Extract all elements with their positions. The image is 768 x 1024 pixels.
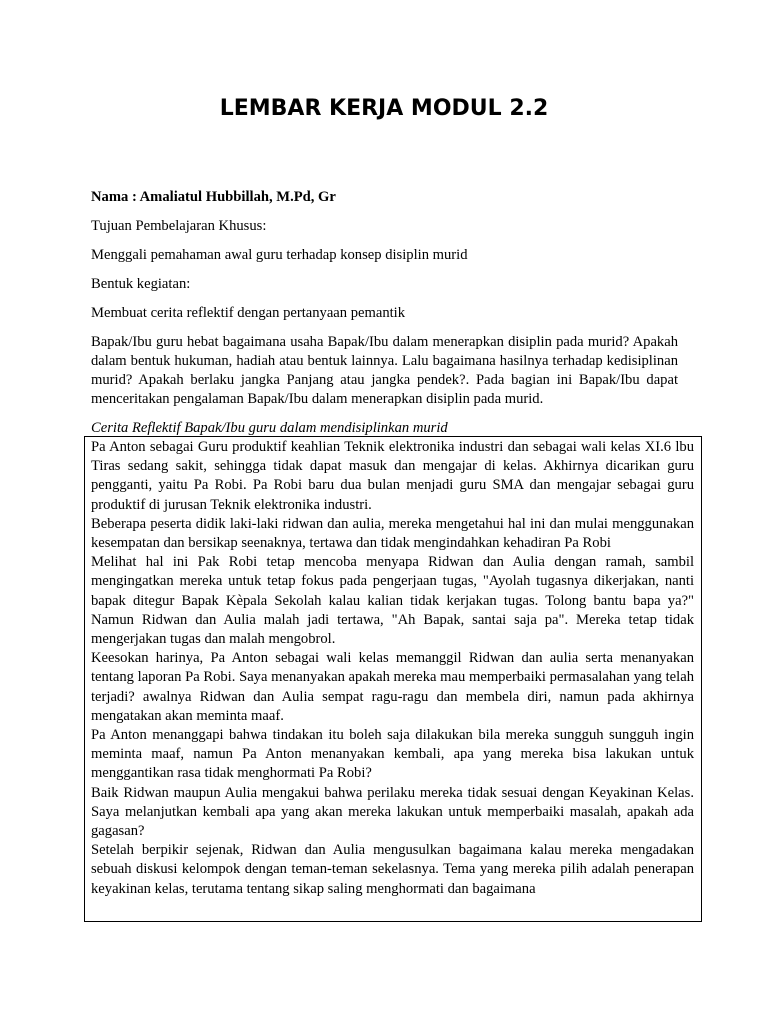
story-paragraph-6: Baik Ridwan maupun Aulia mengakui bahwa perilaku mereka tidak sesuai dengan Keyakinan Kelas. Saya melanjutkan kembali apa yang akan mereka lakukan untuk memperbaiki masalah, apakah ada gagasan? (91, 784, 694, 840)
story-paragraph-5: Pa Anton menanggapi bahwa tindakan itu boleh saja dilakukan bila mereka sungguh sungguh ingin meminta maaf, namun Pa Anton menanyakan kembali, apa yang mereka bisa lakukan untuk menggantikan rasa tidak menghormati Pa Robi? (91, 727, 694, 782)
story-paragraph-1: Pa Anton sebagai Guru produktif keahlian Teknik elektronika industri dan sebagai wali kelas XI.6 lbu Tiras sedang sakit, sehingga tidak dapat masuk dan mengajar di kelas. Akhirnya dicarikan guru pengganti, yaitu Pa Robi. Pa Robi baru dua bulan menjadi guru SMA dan mengajar sebagai guru produktif di jurusan Teknik elektronika industri. (91, 439, 694, 513)
story-paragraph-2: Beberapa peserta didik laki-laki ridwan dan aulia, mereka mengetahui hal ini dan mulai menggunakan kesempatan dan bersikap seenaknya, tertawa dan tidak mengindahkan kehadiran Pa Robi (91, 515, 694, 552)
activity-label: Bentuk kegiatan: (91, 276, 191, 292)
story-paragraph-7: Setelah berpikir sejenak, Ridwan dan Aulia mengusulkan bagaimana kalau mereka mengadakan sebuah diskusi kelompok dengan teman-teman sekelasnya. Tema yang mereka pilih adalah penerapan keyakinan kelas, terutama tentang sikap saling menghormati dan bagaimana (91, 842, 694, 897)
document-title: LEMBAR KERJA MODUL 2.2 (219, 96, 549, 121)
name-line: Nama : Amaliatul Hubbillah, M.Pd, Gr (91, 189, 336, 205)
story-paragraph-3: Melihat hal ini Pak Robi tetap mencoba menyapa Ridwan dan Aulia dengan ramah, sambil mengingatkan mereka untuk tetap fokus pada pengerjaan tugas, "Ayolah tugasnya dikerjakan, nanti bapak ditegur Bapak Kèpala Sekolah kalau kalian tidak kerjakan tugas. Tolong bantu bapa ya?" Namun Ridwan dan Aulia malah jadi tertawa, "Ah Bapak, santai saja pa". Mereka tetap tidak mengerjakan tugas dan malah mengobrol. (91, 554, 694, 648)
prompt-paragraph: Bapak/Ibu guru hebat bagaimana usaha Bapak/Ibu dalam menerapkan disiplin pada murid? Apakah dalam bentuk hukuman, hadiah atau bentuk lainnya. Lalu bagaimana hasilnya terhadap kedisiplinan murid? Apakah berlaku jangka Panjang atau jangka pendek?. Pada bagian ini Bapak/Ibu dapat menceritakan pengalaman Bapak/Ibu dalam menerapkan disiplin pada murid. (91, 334, 678, 407)
intro-section (91, 188, 678, 438)
story-paragraph-4: Keesokan harinya, Pa Anton sebagai wali kelas memanggil Ridwan dan aulia serta menanyakan tentang laporan Pa Robi. Saya menanyakan apakah mereka mau memperbaiki permasalahan yang telah terjadi? awalnya Ridwan dan Aulia sempat ragu-ragu dan membela diri, namun pada akhirnya mengatakan akan meminta maaf. (91, 650, 694, 724)
story-box (84, 436, 702, 922)
objective-label: Tujuan Pembelajaran Khusus: (91, 218, 267, 234)
objective-text: Menggali pemahaman awal guru terhadap konsep disiplin murid (91, 247, 468, 263)
story-caption: Cerita Reflektif Bapak/Ibu guru dalam mendisiplinkan murid (91, 420, 448, 436)
activity-text: Membuat cerita reflektif dengan pertanyaan pemantik (91, 305, 406, 321)
